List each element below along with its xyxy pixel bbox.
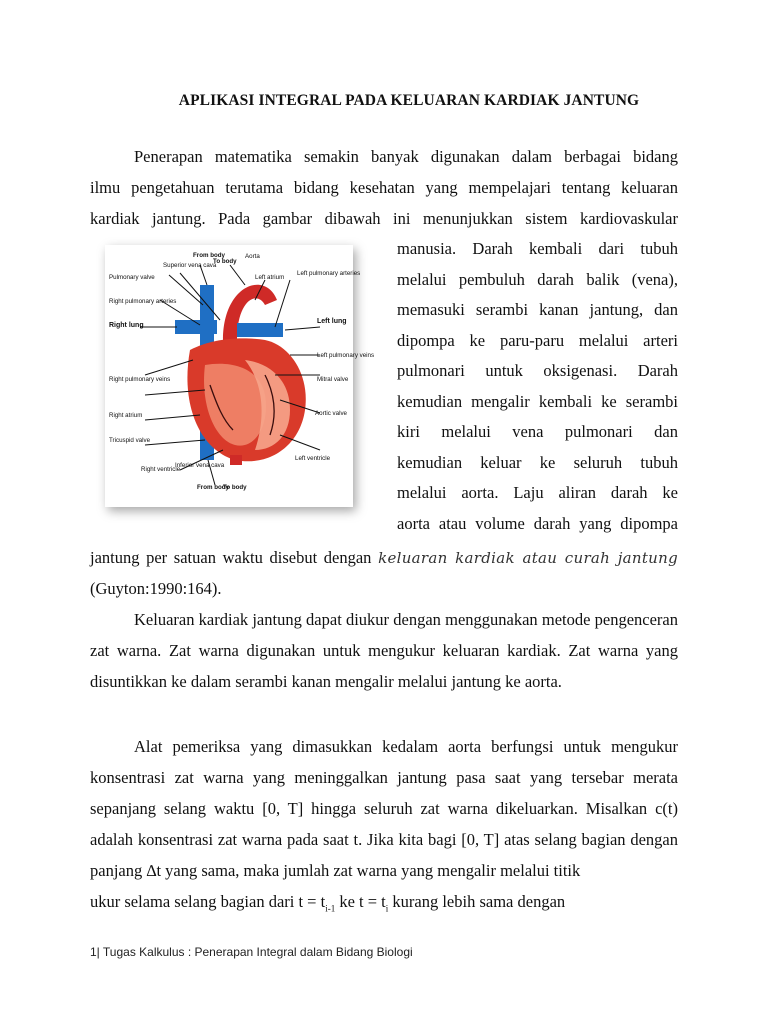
wrap-line: melalui pembuluh darah balik (vena), [397,269,678,289]
wrap-line: kemudian keluar ke seluruh tubuh [397,452,678,472]
wrap-line: pulmonari untuk oksigenasi. Darah [397,361,678,380]
page-footer: 1| Tugas Kalkulus : Penerapan Integral dalam Bidang Biologi [90,945,413,959]
label-mitral-valve: Mitral valve [317,376,349,383]
label-left-lung: Left lung [317,318,347,325]
text: Alat pemeriksa yang dimasukkan kedalam aorta berfungsi untuk mengukur konsentrasi zat warna yang meninggalkan jantung pasa saat yang tersebar merata sepanjang selang waktu [0, T] hingga seluruh zat warna dikeluarkan. Misalkan c(t) adalah konsentrasi zat warna pada saat t. Jika kita bagi [0, T] atas selang bagian dengan panjang ∆t yang sama, maka jumlah zat warna yang mengalir melalui titik [90,737,678,880]
paragraph-2 [90,604,678,697]
wrap-line: melalui aorta. Laju aliran darah ke [397,483,678,502]
label-from-body-top: From body [193,252,225,259]
label-inferior-vena-cava: Inferior vena cava [175,462,225,469]
label-right-atrium: Right atrium [109,412,143,419]
text: jantung per satuan waktu disebut dengan [90,548,379,567]
paragraph-1-line-2: ilmu pengetahuan terutama bidang kesehatan yang mempelajari tentang keluaran [90,178,678,197]
label-tricuspid-valve: Tricuspid valve [109,437,151,444]
text: ukur selama selang bagian dari t = t [90,892,326,911]
label-right-pulmonary-arteries: Right pulmonary arteries [109,298,177,305]
citation: (Guyton:1990:164). [90,579,222,598]
wrap-line: manusia. Darah kembali dari tubuh [397,239,678,258]
paragraph-1-wrap-column [397,234,678,539]
page-title: APLIKASI INTEGRAL PADA KELUARAN KARDIAK JANTUNG [178,92,640,109]
wrap-line: kiri melalui vena pulmonari dan [397,422,678,441]
text: Keluaran kardiak jantung dapat diukur dengan menggunakan metode pengenceran zat warna. Zat warna digunakan untuk mengukur keluaran kardiak. Zat warna yang disuntikkan ke dalam serambi kanan mengalir melalui jantung ke aorta. [90,610,678,691]
paragraph-3 [90,731,678,886]
paragraph-3-last-line [90,886,678,924]
label-pulmonary-valve: Pulmonary valve [109,274,155,281]
heart-diagram [105,245,375,507]
label-superior-vena-cava: Superior vena cava [163,262,217,269]
paragraph-1-line-1 [90,141,678,172]
text: Penerapan matematika semakin banyak digunakan dalam berbagai bidang [134,147,678,166]
text: kurang lebih sama dengan [388,892,566,911]
paragraph-1-line-3: kardiak jantung. Pada gambar dibawah ini menunjukkan sistem kardiovaskular [90,209,678,228]
label-left-ventricle: Left ventricle [295,455,331,462]
label-aorta: Aorta [245,253,260,260]
label-left-pulmonary-arteries: Left pulmonary arteries [297,270,361,277]
paragraph-1-last-line [90,542,678,574]
label-to-body-top: To body [213,258,237,265]
label-from-body-bottom: From body [197,484,229,491]
italic-term: keluaran kardiak atau curah jantung [378,549,678,567]
wrap-line: dipompa ke paru-paru melalui arteri [397,330,678,350]
wrap-line: kemudian mengalir kembali ke serambi [397,391,678,411]
label-right-pulmonary-veins: Right pulmonary veins [109,376,171,383]
subscript: i-1 [325,903,336,914]
subscript: i [385,903,389,914]
label-left-atrium: Left atrium [255,274,285,281]
wrap-line: aorta atau volume darah yang dipompa [397,513,678,533]
label-right-lung: Right lung [109,322,144,329]
wrap-line: memasuki serambi kanan jantung, dan [397,300,678,319]
label-aortic-valve: Aortic valve [315,410,347,417]
label-left-pulmonary-veins: Left pulmonary veins [317,352,375,359]
label-to-body-bottom: To body [223,484,247,491]
text: ke t = t [335,892,386,911]
label-right-ventricle: Right ventricle [141,466,181,473]
